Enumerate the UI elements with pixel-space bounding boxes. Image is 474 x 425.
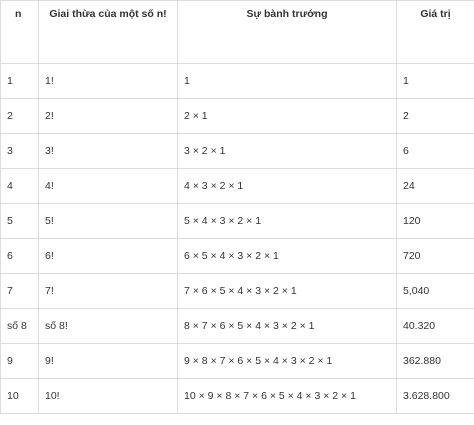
header-expansion: Sự bành trướng <box>178 1 397 64</box>
cell-expansion: 1 <box>178 64 397 99</box>
cell-factorial: 1! <box>39 64 178 99</box>
cell-n: 2 <box>1 99 39 134</box>
cell-n: số 8 <box>1 309 39 344</box>
cell-n: 1 <box>1 64 39 99</box>
header-n: n <box>1 1 39 64</box>
header-factorial: Giai thừa của một số n! <box>39 1 178 64</box>
cell-n: 9 <box>1 344 39 379</box>
header-row <box>1 1 474 64</box>
cell-value: 24 <box>397 169 474 204</box>
table-row <box>1 309 474 344</box>
cell-value: 6 <box>397 134 474 169</box>
cell-factorial: 7! <box>39 274 178 309</box>
cell-value: 2 <box>397 99 474 134</box>
table-row <box>1 344 474 379</box>
cell-expansion: 9 × 8 × 7 × 6 × 5 × 4 × 3 × 2 × 1 <box>178 344 397 379</box>
cell-expansion: 6 × 5 × 4 × 3 × 2 × 1 <box>178 239 397 274</box>
cell-value: 120 <box>397 204 474 239</box>
table-row <box>1 239 474 274</box>
cell-n: 7 <box>1 274 39 309</box>
cell-factorial: 2! <box>39 99 178 134</box>
cell-value: 720 <box>397 239 474 274</box>
table-row <box>1 274 474 309</box>
cell-n: 5 <box>1 204 39 239</box>
cell-value: 5,040 <box>397 274 474 309</box>
cell-expansion: 2 × 1 <box>178 99 397 134</box>
cell-factorial: 5! <box>39 204 178 239</box>
cell-expansion: 5 × 4 × 3 × 2 × 1 <box>178 204 397 239</box>
table-row <box>1 379 474 414</box>
cell-expansion: 3 × 2 × 1 <box>178 134 397 169</box>
cell-factorial: 9! <box>39 344 178 379</box>
cell-value: 40.320 <box>397 309 474 344</box>
cell-value: 1 <box>397 64 474 99</box>
cell-n: 10 <box>1 379 39 414</box>
cell-n: 4 <box>1 169 39 204</box>
cell-expansion: 4 × 3 × 2 × 1 <box>178 169 397 204</box>
cell-factorial: 10! <box>39 379 178 414</box>
cell-expansion: 8 × 7 × 6 × 5 × 4 × 3 × 2 × 1 <box>178 309 397 344</box>
cell-n: 6 <box>1 239 39 274</box>
cell-factorial: 3! <box>39 134 178 169</box>
cell-n: 3 <box>1 134 39 169</box>
cell-value: 362.880 <box>397 344 474 379</box>
header-value: Giá trị <box>397 1 474 64</box>
table-row <box>1 64 474 99</box>
cell-expansion: 10 × 9 × 8 × 7 × 6 × 5 × 4 × 3 × 2 × 1 <box>178 379 397 414</box>
cell-factorial: 4! <box>39 169 178 204</box>
table-row <box>1 99 474 134</box>
table-row <box>1 134 474 169</box>
cell-factorial: số 8! <box>39 309 178 344</box>
table-row <box>1 204 474 239</box>
table-body <box>1 64 474 414</box>
cell-expansion: 7 × 6 × 5 × 4 × 3 × 2 × 1 <box>178 274 397 309</box>
cell-value: 3.628.800 <box>397 379 474 414</box>
table-row <box>1 169 474 204</box>
cell-factorial: 6! <box>39 239 178 274</box>
